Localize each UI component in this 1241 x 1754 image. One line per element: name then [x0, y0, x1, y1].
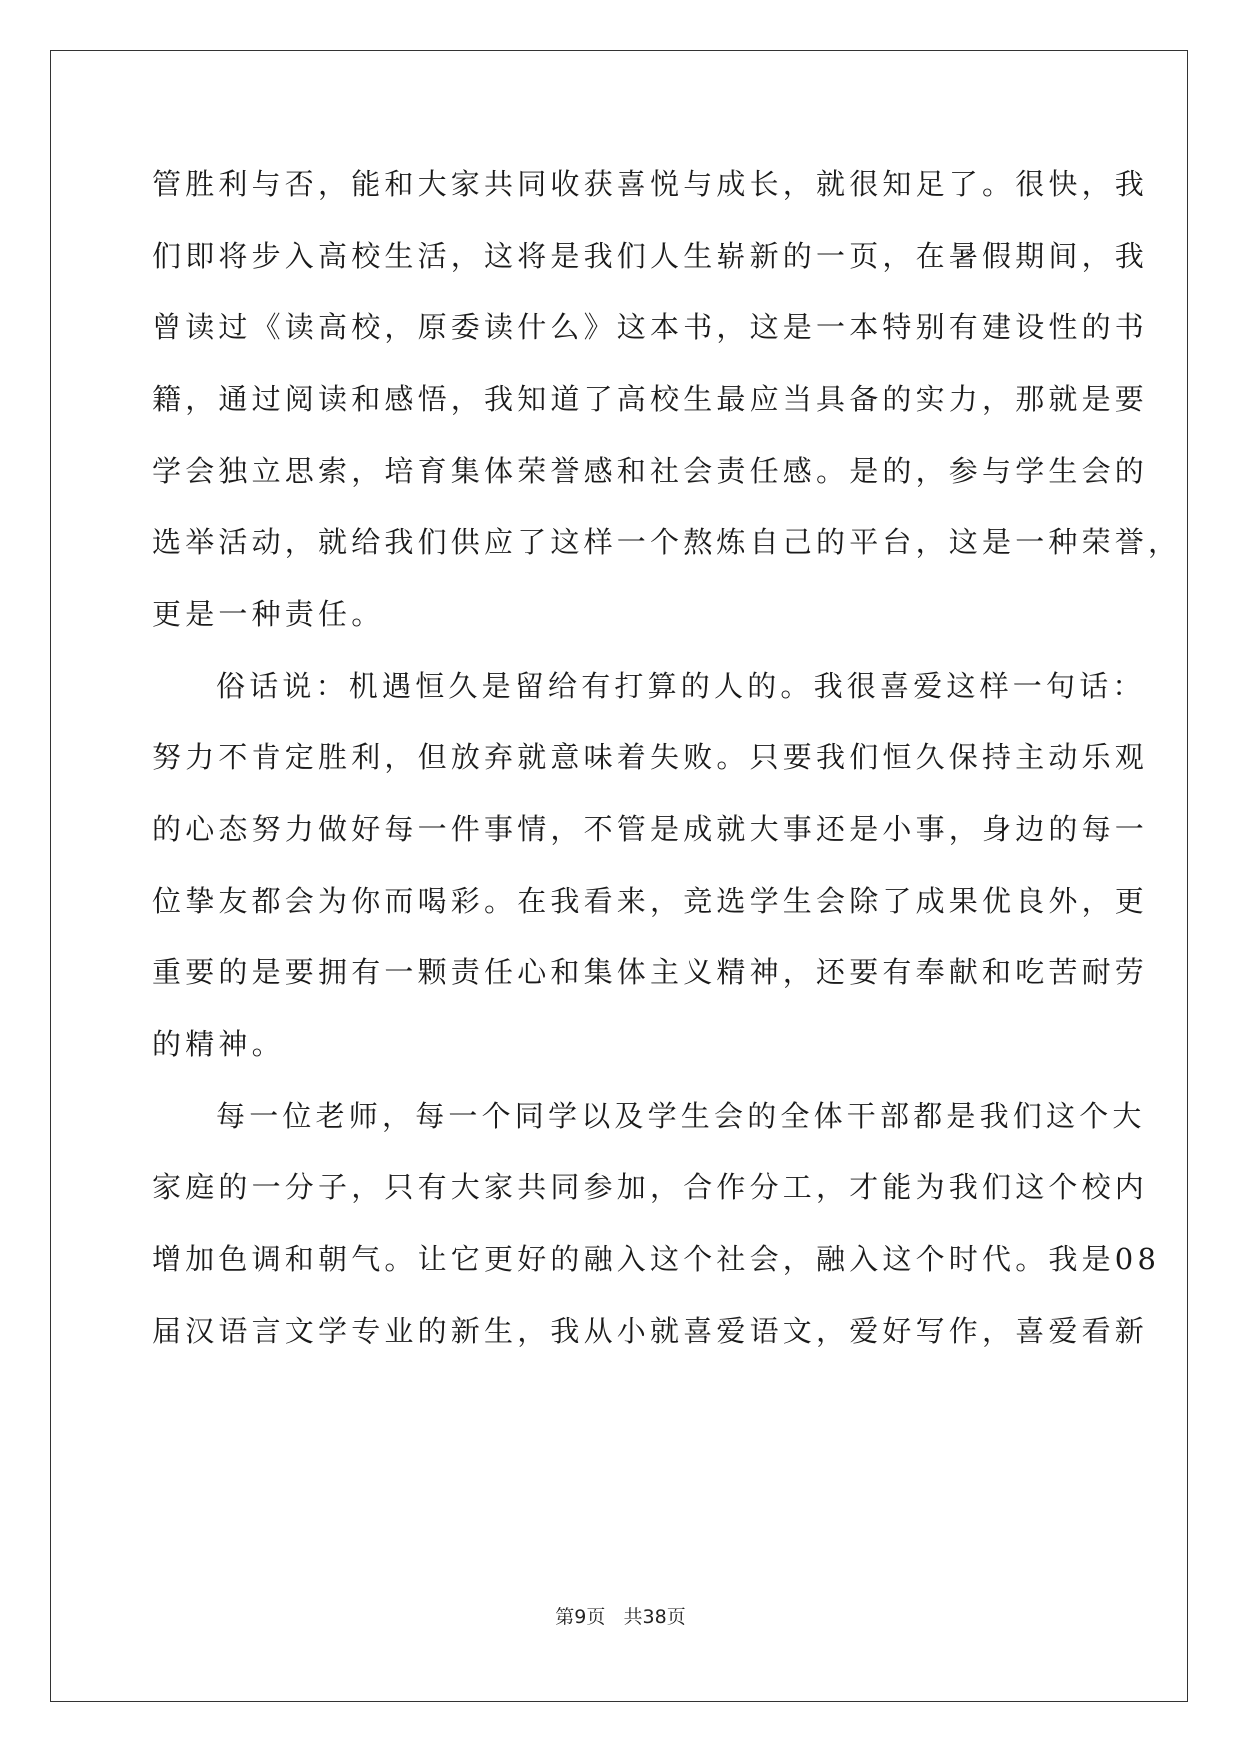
page-footer: [0, 1602, 1241, 1629]
page-border: [50, 50, 1188, 1702]
paragraph-first-line: 每一位老师，每一个同学以及学生会的全体干部都是我们这个大: [216, 1099, 1146, 1133]
paragraph-first-line: 俗话说：机遇恒久是留给有打算的人的。我很喜爱这样一句话：: [216, 669, 1146, 703]
text-line: 位挚友都会为你而喝彩。在我看来，竞选学生会除了成果优良外，更: [152, 884, 1149, 918]
text-line: 届汉语言文学专业的新生，我从小就喜爱语文，爱好写作，喜爱看新: [152, 1314, 1149, 1348]
text-line: 们即将步入高校生活，这将是我们人生崭新的一页，在暑假期间，我: [152, 239, 1149, 273]
page-label-prefix: 第: [555, 1606, 575, 1628]
text-line: 曾读过《读高校，原委读什么》这本书，这是一本特别有建设性的书: [152, 310, 1149, 344]
text-line: 增加色调和朝气。让它更好的融入这个社会，融入这个时代。我是08: [152, 1242, 1161, 1276]
total-pages: 38: [642, 1606, 667, 1628]
text-line: 重要的是要拥有一颗责任心和集体主义精神，还要有奉献和吃苦耐劳: [152, 955, 1149, 989]
text-line: 管胜利与否，能和大家共同收获喜悦与成长，就很知足了。很快，我: [152, 167, 1149, 201]
text-line: 的精神。: [152, 1027, 285, 1061]
text-line: 努力不肯定胜利，但放弃就意味着失败。只要我们恒久保持主动乐观: [152, 740, 1149, 774]
text-line: 家庭的一分子，只有大家共同参加，合作分工，才能为我们这个校内: [152, 1170, 1149, 1204]
total-label-suffix: 页: [666, 1606, 686, 1628]
text-line: 学会独立思索，培育集体荣誉感和社会责任感。是的，参与学生会的: [152, 454, 1149, 488]
total-label-prefix: 共: [623, 1606, 643, 1628]
page-number: 9: [574, 1606, 587, 1628]
text-line: 的心态努力做好每一件事情，不管是成就大事还是小事，身边的每一: [152, 812, 1149, 846]
text-line: 籍，通过阅读和感悟，我知道了高校生最应当具备的实力，那就是要: [152, 382, 1149, 416]
page-label-suffix: 页: [586, 1606, 606, 1628]
text-line: 选举活动，就给我们供应了这样一个熬炼自己的平台，这是一种荣誉，: [152, 525, 1182, 559]
text-line: 更是一种责任。: [152, 597, 385, 631]
